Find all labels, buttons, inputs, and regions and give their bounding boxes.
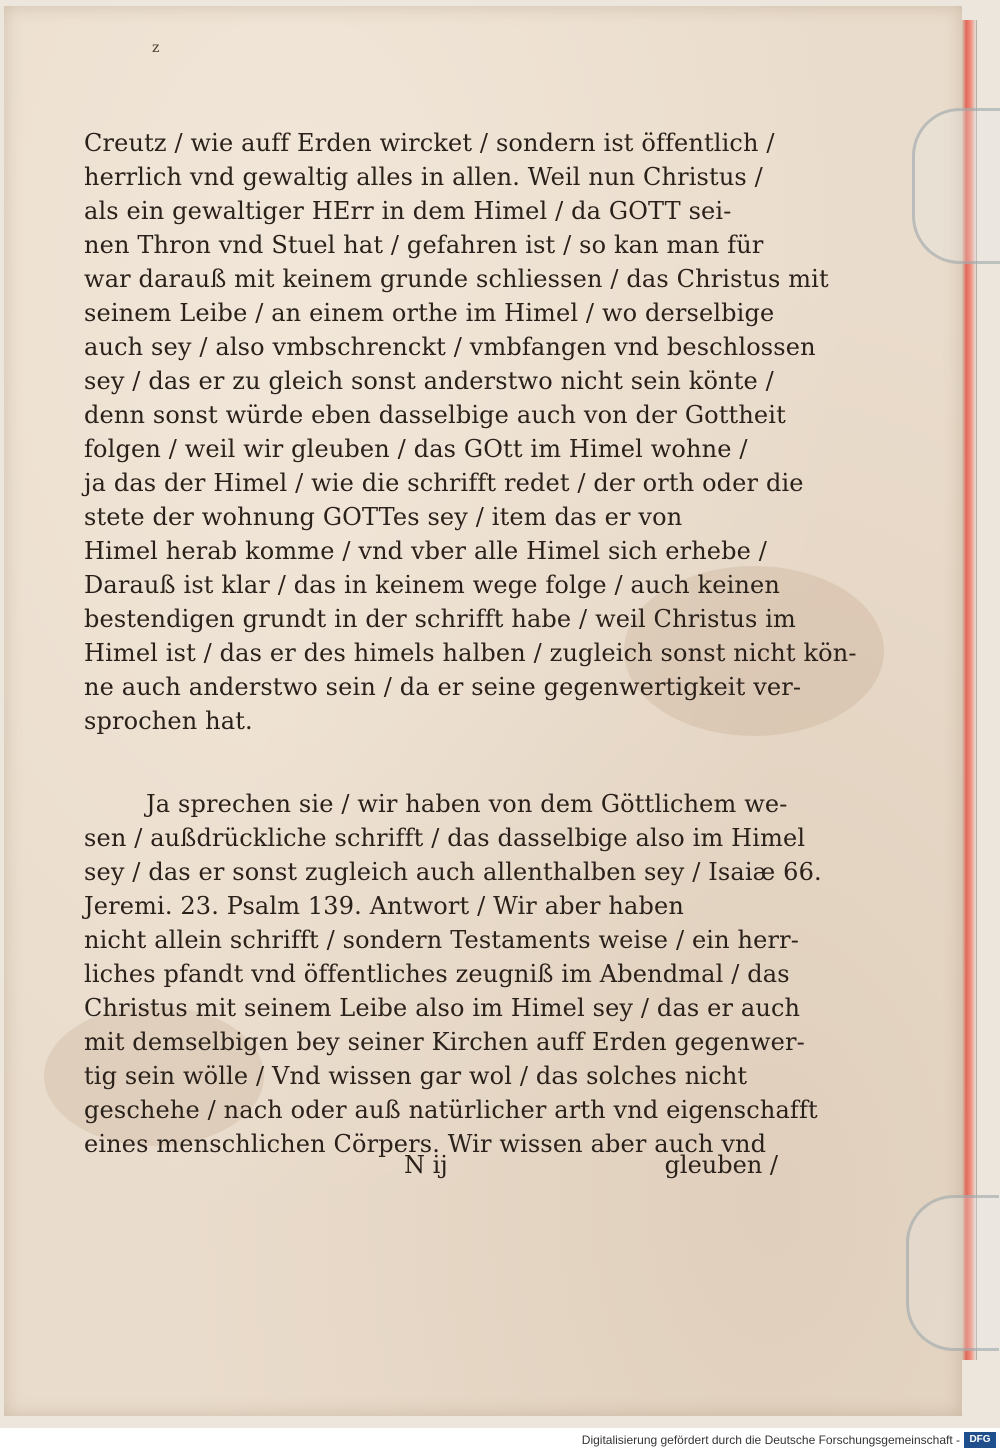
text-line: Christus mit seinem Leibe also im Himel sey / das er auch bbox=[84, 994, 801, 1022]
footer bbox=[0, 1428, 1000, 1453]
text-line: Jeremi. 23. Psalm 139. Antwort / Wir aber haben bbox=[84, 892, 684, 920]
text-line: Creutz / wie auff Erden wircket / sondern ist öffentlich / bbox=[84, 129, 775, 157]
text-line: als ein gewaltiger HErr in dem Himel / da GOTT sei- bbox=[84, 197, 732, 225]
text-line: sen / außdrückliche schrifft / das dasselbige also im Himel bbox=[84, 824, 806, 852]
text-line: auch sey / also vmbschrenckt / vmbfangen vnd beschlossen bbox=[84, 333, 816, 361]
signature-line bbox=[84, 1148, 796, 1182]
dfg-logo: DFG bbox=[964, 1432, 996, 1448]
signature-mark: N ij bbox=[404, 1151, 448, 1179]
text-line: Himel herab komme / vnd vber alle Himel sich erhebe / bbox=[84, 537, 768, 565]
page-clip bbox=[906, 1195, 999, 1351]
text-line: Darauß ist klar / das in keinem wege folge / auch keinen bbox=[84, 571, 780, 599]
text-line: seinem Leibe / an einem orthe im Himel / wo derselbige bbox=[84, 299, 775, 327]
text-line: ja das der Himel / wie die schrifft redet / der orth oder die bbox=[84, 469, 804, 497]
text-line: bestendigen grundt in der schrifft habe / weil Christus im bbox=[84, 605, 796, 633]
text-line: folgen / weil wir gleuben / das GOtt im Himel wohne / bbox=[84, 435, 748, 463]
text-line: denn sonst würde eben dasselbige auch von der Gottheit bbox=[84, 401, 786, 429]
text-line: Ja sprechen sie / wir haben von dem Göttlichem we- bbox=[146, 790, 788, 818]
catchword: gleuben / bbox=[664, 1151, 778, 1179]
main-text bbox=[84, 126, 857, 1161]
text-line: ne auch anderstwo sein / da er seine gegenwertigkeit ver- bbox=[84, 673, 802, 701]
text-line: stete der wohnung GOTTes sey / item das er von bbox=[84, 503, 683, 531]
text-line: Himel ist / das er des himels halben / zugleich sonst nicht kön- bbox=[84, 639, 857, 667]
text-line: herrlich vnd gewaltig alles in allen. Weil nun Christus / bbox=[84, 163, 763, 191]
text-line: sey / das er zu gleich sonst anderstwo nicht sein könte / bbox=[84, 367, 774, 395]
text-line: geschehe / nach oder auß natürlicher arth vnd eigenschafft bbox=[84, 1096, 818, 1124]
corner-mark: z bbox=[152, 40, 160, 56]
text-line: eines menschlichen Cörpers. Wir wissen aber auch vnd bbox=[84, 1130, 767, 1158]
text-line: mit demselbigen bey seiner Kirchen auff Erden gegenwer- bbox=[84, 1028, 805, 1056]
text-line: nen Thron vnd Stuel hat / gefahren ist / so kan man für bbox=[84, 231, 764, 259]
text-line: sey / das er sonst zugleich auch allenthalben sey / Isaiæ 66. bbox=[84, 858, 822, 886]
text-line: war darauß mit keinem grunde schliessen / das Christus mit bbox=[84, 265, 829, 293]
text-line: liches pfandt vnd öffentliches zeugniß im Abendmal / das bbox=[84, 960, 790, 988]
page-clip bbox=[912, 108, 1000, 264]
paragraph-gap bbox=[84, 738, 796, 787]
footer-credit: Digitalisierung gefördert durch die Deutsche Forschungsgemeinschaft - bbox=[581, 1433, 960, 1447]
text-line: tig sein wölle / Vnd wissen gar wol / das solches nicht bbox=[84, 1062, 748, 1090]
text-line: sprochen hat. bbox=[84, 707, 253, 735]
text-line: nicht allein schrifft / sondern Testaments weise / ein herr- bbox=[84, 926, 799, 954]
